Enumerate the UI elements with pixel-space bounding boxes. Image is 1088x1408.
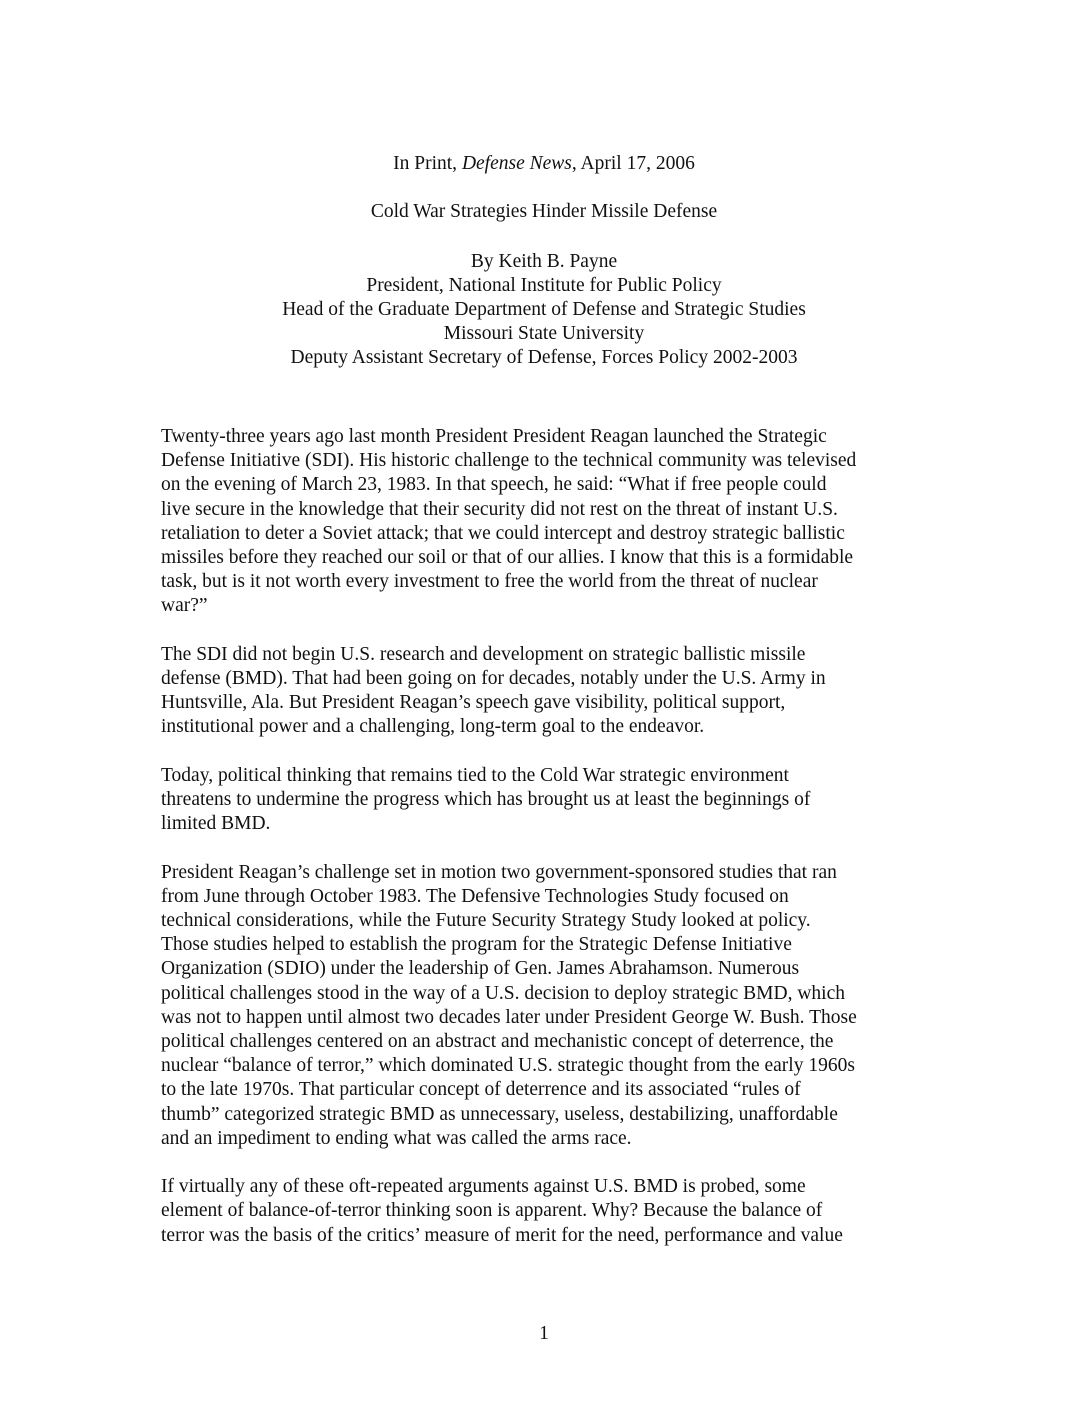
- publication-prefix: In Print,: [393, 153, 462, 174]
- text-line: task, but is it not worth every investment to free the world from the threat of nuclear: [161, 571, 818, 593]
- text-line: political challenges stood in the way of a U.S. decision to deploy strategic BMD, which: [161, 982, 845, 1004]
- text-line: technical considerations, while the Future Security Strategy Study looked at policy.: [161, 910, 811, 932]
- paragraph: [161, 425, 951, 619]
- text-line: political challenges centered on an abstract and mechanistic concept of deterrence, the: [161, 1031, 834, 1053]
- text-line: President Reagan’s challenge set in motion two government-sponsored studies that ran: [161, 861, 837, 883]
- publication-date: , April 17, 2006: [571, 153, 695, 174]
- text-line: Huntsville, Ala. But President Reagan’s speech gave visibility, political support,: [161, 692, 786, 714]
- text-line: Today, political thinking that remains tied to the Cold War strategic environment: [161, 764, 789, 786]
- paragraph: [161, 643, 951, 740]
- text-line: Organization (SDIO) under the leadership of Gen. James Abrahamson. Numerous: [161, 958, 800, 980]
- text-line: terror was the basis of the critics’ measure of merit for the need, performance and value: [161, 1224, 843, 1246]
- paragraph: [161, 764, 951, 837]
- byline-affiliation: Head of the Graduate Department of Defense and Strategic Studies: [282, 299, 806, 320]
- text-line: retaliation to deter a Soviet attack; that we could intercept and destroy strategic ballistic: [161, 522, 845, 544]
- text-line: thumb” categorized strategic BMD as unnecessary, useless, destabilizing, unaffordable: [161, 1103, 838, 1125]
- text-line: threatens to undermine the progress which has brought us at least the beginnings of: [161, 789, 811, 811]
- text-line: nuclear “balance of terror,” which dominated U.S. strategic thought from the early 1960s: [161, 1055, 855, 1077]
- publication-name: Defense News: [461, 153, 572, 174]
- article-title: Cold War Strategies Hinder Missile Defense: [370, 201, 718, 222]
- article-body: [161, 425, 951, 1272]
- byline-affiliation: Deputy Assistant Secretary of Defense, Forces Policy 2002-2003: [290, 347, 798, 368]
- text-line: Defense Initiative (SDI). His historic challenge to the technical community was televised: [161, 450, 857, 472]
- text-line: to the late 1970s. That particular concept of deterrence and its associated “rules of: [161, 1079, 801, 1101]
- text-line: element of balance-of-terror thinking soon is apparent. Why? Because the balance of: [161, 1200, 823, 1222]
- text-line: from June through October 1983. The Defensive Technologies Study focused on: [161, 885, 789, 907]
- text-line: on the evening of March 23, 1983. In that speech, he said: “What if free people could: [161, 474, 827, 496]
- text-line: live secure in the knowledge that their security did not rest on the threat of instant U.S.: [161, 498, 838, 520]
- text-line: defense (BMD). That had been going on for decades, notably under the U.S. Army in: [161, 668, 826, 690]
- text-line: and an impediment to ending what was called the arms race.: [161, 1127, 632, 1149]
- text-line: war?”: [161, 595, 208, 617]
- text-line: If virtually any of these oft-repeated arguments against U.S. BMD is probed, some: [161, 1176, 806, 1198]
- text-line: The SDI did not begin U.S. research and development on strategic ballistic missile: [161, 643, 806, 665]
- text-line: limited BMD.: [161, 813, 271, 835]
- paragraph: [161, 861, 951, 1151]
- text-line: Twenty-three years ago last month President President Reagan launched the Strategic: [161, 426, 827, 447]
- text-line: institutional power and a challenging, long-term goal to the endeavor.: [161, 716, 705, 738]
- text-line: was not to happen until almost two decades later under President George W. Bush. Those: [161, 1006, 857, 1028]
- page-number: 1: [539, 1323, 549, 1344]
- paragraph: [161, 1175, 951, 1248]
- byline-block: [0, 250, 1088, 370]
- byline-affiliation: Missouri State University: [443, 323, 645, 344]
- byline-author: By Keith B. Payne: [470, 251, 618, 272]
- publication-line: [0, 152, 1088, 176]
- text-line: missiles before they reached our soil or that of our allies. I know that this is a formidable: [161, 547, 854, 569]
- byline-affiliation: President, National Institute for Public Policy: [366, 275, 722, 296]
- text-line: Those studies helped to establish the program for the Strategic Defense Initiative: [161, 934, 792, 956]
